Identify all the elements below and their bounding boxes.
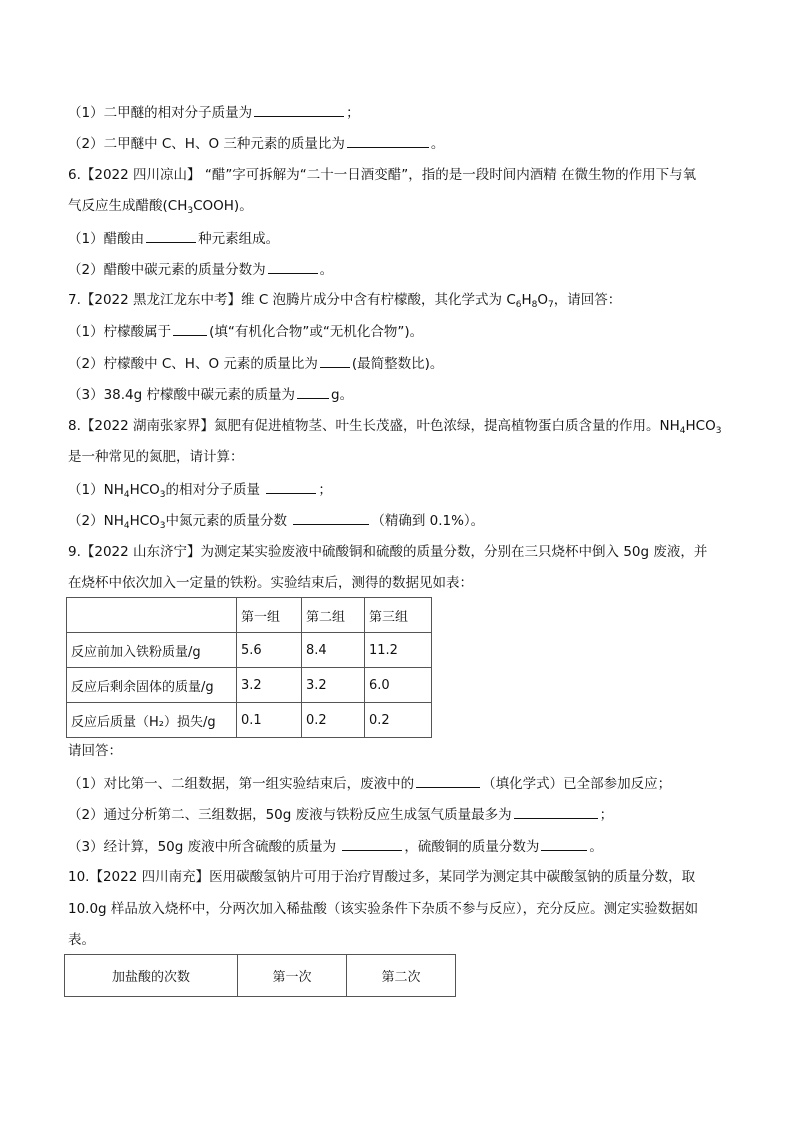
q9-part3 (68, 836, 734, 857)
subscript: 3 (159, 521, 166, 531)
table-header-cell (67, 598, 237, 633)
q7-part2-end: (最简整数比)。 (351, 356, 444, 372)
answer-blank[interactable] (146, 228, 196, 243)
subscript: 4 (123, 521, 130, 531)
q5-part2-end: 。 (430, 136, 445, 152)
q6-stem-line1: 6.【2022 四川凉山】 “醋”字可拆解为“二十一日酒变醋”，指的是一段时间内酒精 在微生物的作用下与氧 (68, 167, 697, 183)
q7-stem (68, 290, 734, 310)
subscript: 3 (159, 490, 166, 500)
q8-stem-line1 (68, 416, 734, 436)
q5-part1-text: （1）二甲醚的相对分子质量为 (68, 105, 253, 121)
q6-part1 (68, 228, 734, 249)
table-cell: 反应后剩余固体的质量/g (67, 668, 237, 703)
q9-part1-end: （填化学式）已全部参加反应； (482, 776, 672, 792)
q8-stem-line2: 是一种常见的氮肥，请计算： (68, 449, 244, 465)
q9-part2 (68, 804, 734, 825)
q9-part3-mid: ，硫酸铜的质量分数为 (404, 839, 540, 855)
answer-blank[interactable] (173, 321, 207, 336)
table-cell: 0.2 (365, 703, 432, 738)
q7-text-a: 7.【2022 黑龙江龙东中考】维 C 泡腾片成分中含有柠檬酸，其化学式为 C (68, 292, 516, 308)
q10-data-table (64, 954, 456, 997)
q5-part1 (68, 102, 734, 123)
q7-text-b: H (521, 292, 532, 308)
q5-part1-end: ； (346, 105, 360, 121)
q7-part1-text: （1）柠檬酸属于 (68, 324, 172, 340)
q9-part1-text: （1）对比第一、二组数据，第一组实验结束后，废液中的 (68, 776, 415, 792)
q6-part1-end: 种元素组成。 (198, 231, 280, 247)
q6-part2 (68, 259, 734, 280)
answer-blank[interactable] (268, 259, 318, 274)
q6-part2-end: 。 (319, 262, 334, 278)
q8-part1-a: （1）NH (68, 482, 124, 498)
q6-part2-text: （2）醋酸中碳元素的质量分数为 (68, 262, 266, 278)
q8-part1 (68, 479, 734, 500)
answer-blank[interactable] (266, 479, 316, 494)
q8-part1-end: ； (318, 482, 332, 498)
answer-blank[interactable] (541, 836, 587, 851)
table-cell: 0.1 (237, 703, 302, 738)
q8-part1-c: 的相对分子质量 (165, 482, 265, 498)
q7-part2-text: （2）柠檬酸中 C、H、O 元素的质量比为 (68, 356, 318, 372)
q5-part2-text: （2）二甲醚中 C、H、O 三种元素的质量比为 (68, 136, 345, 152)
table-cell: 3.2 (237, 668, 302, 703)
q9-part1 (68, 773, 734, 794)
subscript: 3 (187, 206, 194, 216)
table-header-row (65, 955, 456, 997)
subscript: 4 (123, 490, 130, 500)
table-cell: 11.2 (365, 633, 432, 668)
q8-text-a: 8.【2022 湖南张家界】氮肥有促进植物茎、叶生长茂盛，叶色浓绿，提高植物蛋白质含量的作用。NH (68, 418, 680, 434)
q9-part3-text: （3）经计算，50g 废液中所含硫酸的质量为 (68, 839, 341, 855)
q9-stem-line1: 9.【2022 山东济宁】为测定某实验废液中硫酸铜和硫酸的质量分数，分别在三只烧杯中倒入 50g 废液，并 (68, 544, 708, 560)
table-header-row (67, 598, 432, 633)
q6-text-a: 气反应生成醋酸(CH (68, 198, 188, 214)
q8-part2-c: 中氮元素的质量分数 (165, 513, 292, 529)
answer-blank[interactable] (514, 804, 598, 819)
table-cell: 0.2 (302, 703, 365, 738)
subscript: 4 (679, 426, 686, 436)
table-row (67, 633, 432, 668)
table-header-cell: 第三组 (365, 598, 432, 633)
q8-part2-end: （精确到 0.1%）。 (371, 513, 485, 529)
subscript: 8 (531, 300, 538, 310)
q6-stem-line2 (68, 196, 734, 216)
q9-part2-end: ； (599, 807, 614, 823)
q7-part3 (68, 384, 734, 405)
q10-stem-line2: 10.0g 样品放入烧杯中，分两次加入稀盐酸（该实验条件下杂质不参与反应），充分反应。测定实验数据如 (68, 901, 699, 917)
answer-blank[interactable] (254, 102, 344, 117)
table-cell: 3.2 (302, 668, 365, 703)
answer-blank[interactable] (293, 510, 369, 525)
q6-part1-text: （1）醋酸由 (68, 231, 145, 247)
table-header-cell: 第二次 (347, 955, 456, 997)
q7-part1-end: (填“有机化合物”或“无机化合物”)。 (209, 324, 424, 340)
table-header-cell: 第一次 (238, 955, 347, 997)
q9-data-table (66, 597, 432, 738)
q10-stem-line1: 10.【2022 四川南充】医用碳酸氢钠片可用于治疗胃酸过多，某同学为测定其中碳酸氢钠的质量分数，取 (68, 869, 696, 885)
table-cell: 反应前加入铁粉质量/g (67, 633, 237, 668)
q9-part2-text: （2）通过分析第二、三组数据，50g 废液与铁粉反应生成氢气质量最多为 (68, 807, 512, 823)
q6-text-b: COOH)。 (193, 198, 253, 214)
subscript: 7 (548, 300, 554, 310)
q7-text-d: ，请回答： (553, 292, 622, 308)
q8-text-b: HCO (685, 418, 716, 434)
q8-part2 (68, 510, 734, 531)
table-cell: 8.4 (302, 633, 365, 668)
q5-part2 (68, 133, 734, 154)
q7-text-c: O (537, 292, 549, 308)
table-row (67, 703, 432, 738)
q9-stem-line2: 在烧杯中依次加入一定量的铁粉。实验结束后，测得的数据见如表： (68, 575, 473, 591)
answer-blank[interactable] (342, 836, 402, 851)
answer-blank[interactable] (320, 353, 350, 368)
q7-part1 (68, 321, 734, 342)
q7-part3-end: g。 (331, 387, 354, 403)
answer-blank[interactable] (416, 773, 480, 788)
answer-blank[interactable] (347, 133, 429, 148)
q10-stem-line3: 表。 (68, 932, 95, 948)
table-header-cell: 第一组 (237, 598, 302, 633)
q8-part2-b: HCO (129, 513, 160, 529)
q9-part3-end: 。 (589, 839, 603, 855)
q7-part3-text: （3）38.4g 柠檬酸中碳元素的质量为 (68, 387, 296, 403)
table-row (67, 668, 432, 703)
q8-part2-a: （2）NH (68, 513, 124, 529)
table-header-cell: 第二组 (302, 598, 365, 633)
q7-part2 (68, 353, 734, 374)
table-header-cell: 加盐酸的次数 (65, 955, 238, 997)
q8-part1-b: HCO (129, 482, 160, 498)
table-cell: 反应后质量（H₂）损失/g (67, 703, 237, 738)
subscript: 6 (515, 300, 522, 310)
table-cell: 5.6 (237, 633, 302, 668)
answer-blank[interactable] (297, 384, 329, 399)
subscript: 3 (715, 426, 722, 436)
table-cell: 6.0 (365, 668, 432, 703)
q9-prompt: 请回答： (68, 743, 122, 759)
